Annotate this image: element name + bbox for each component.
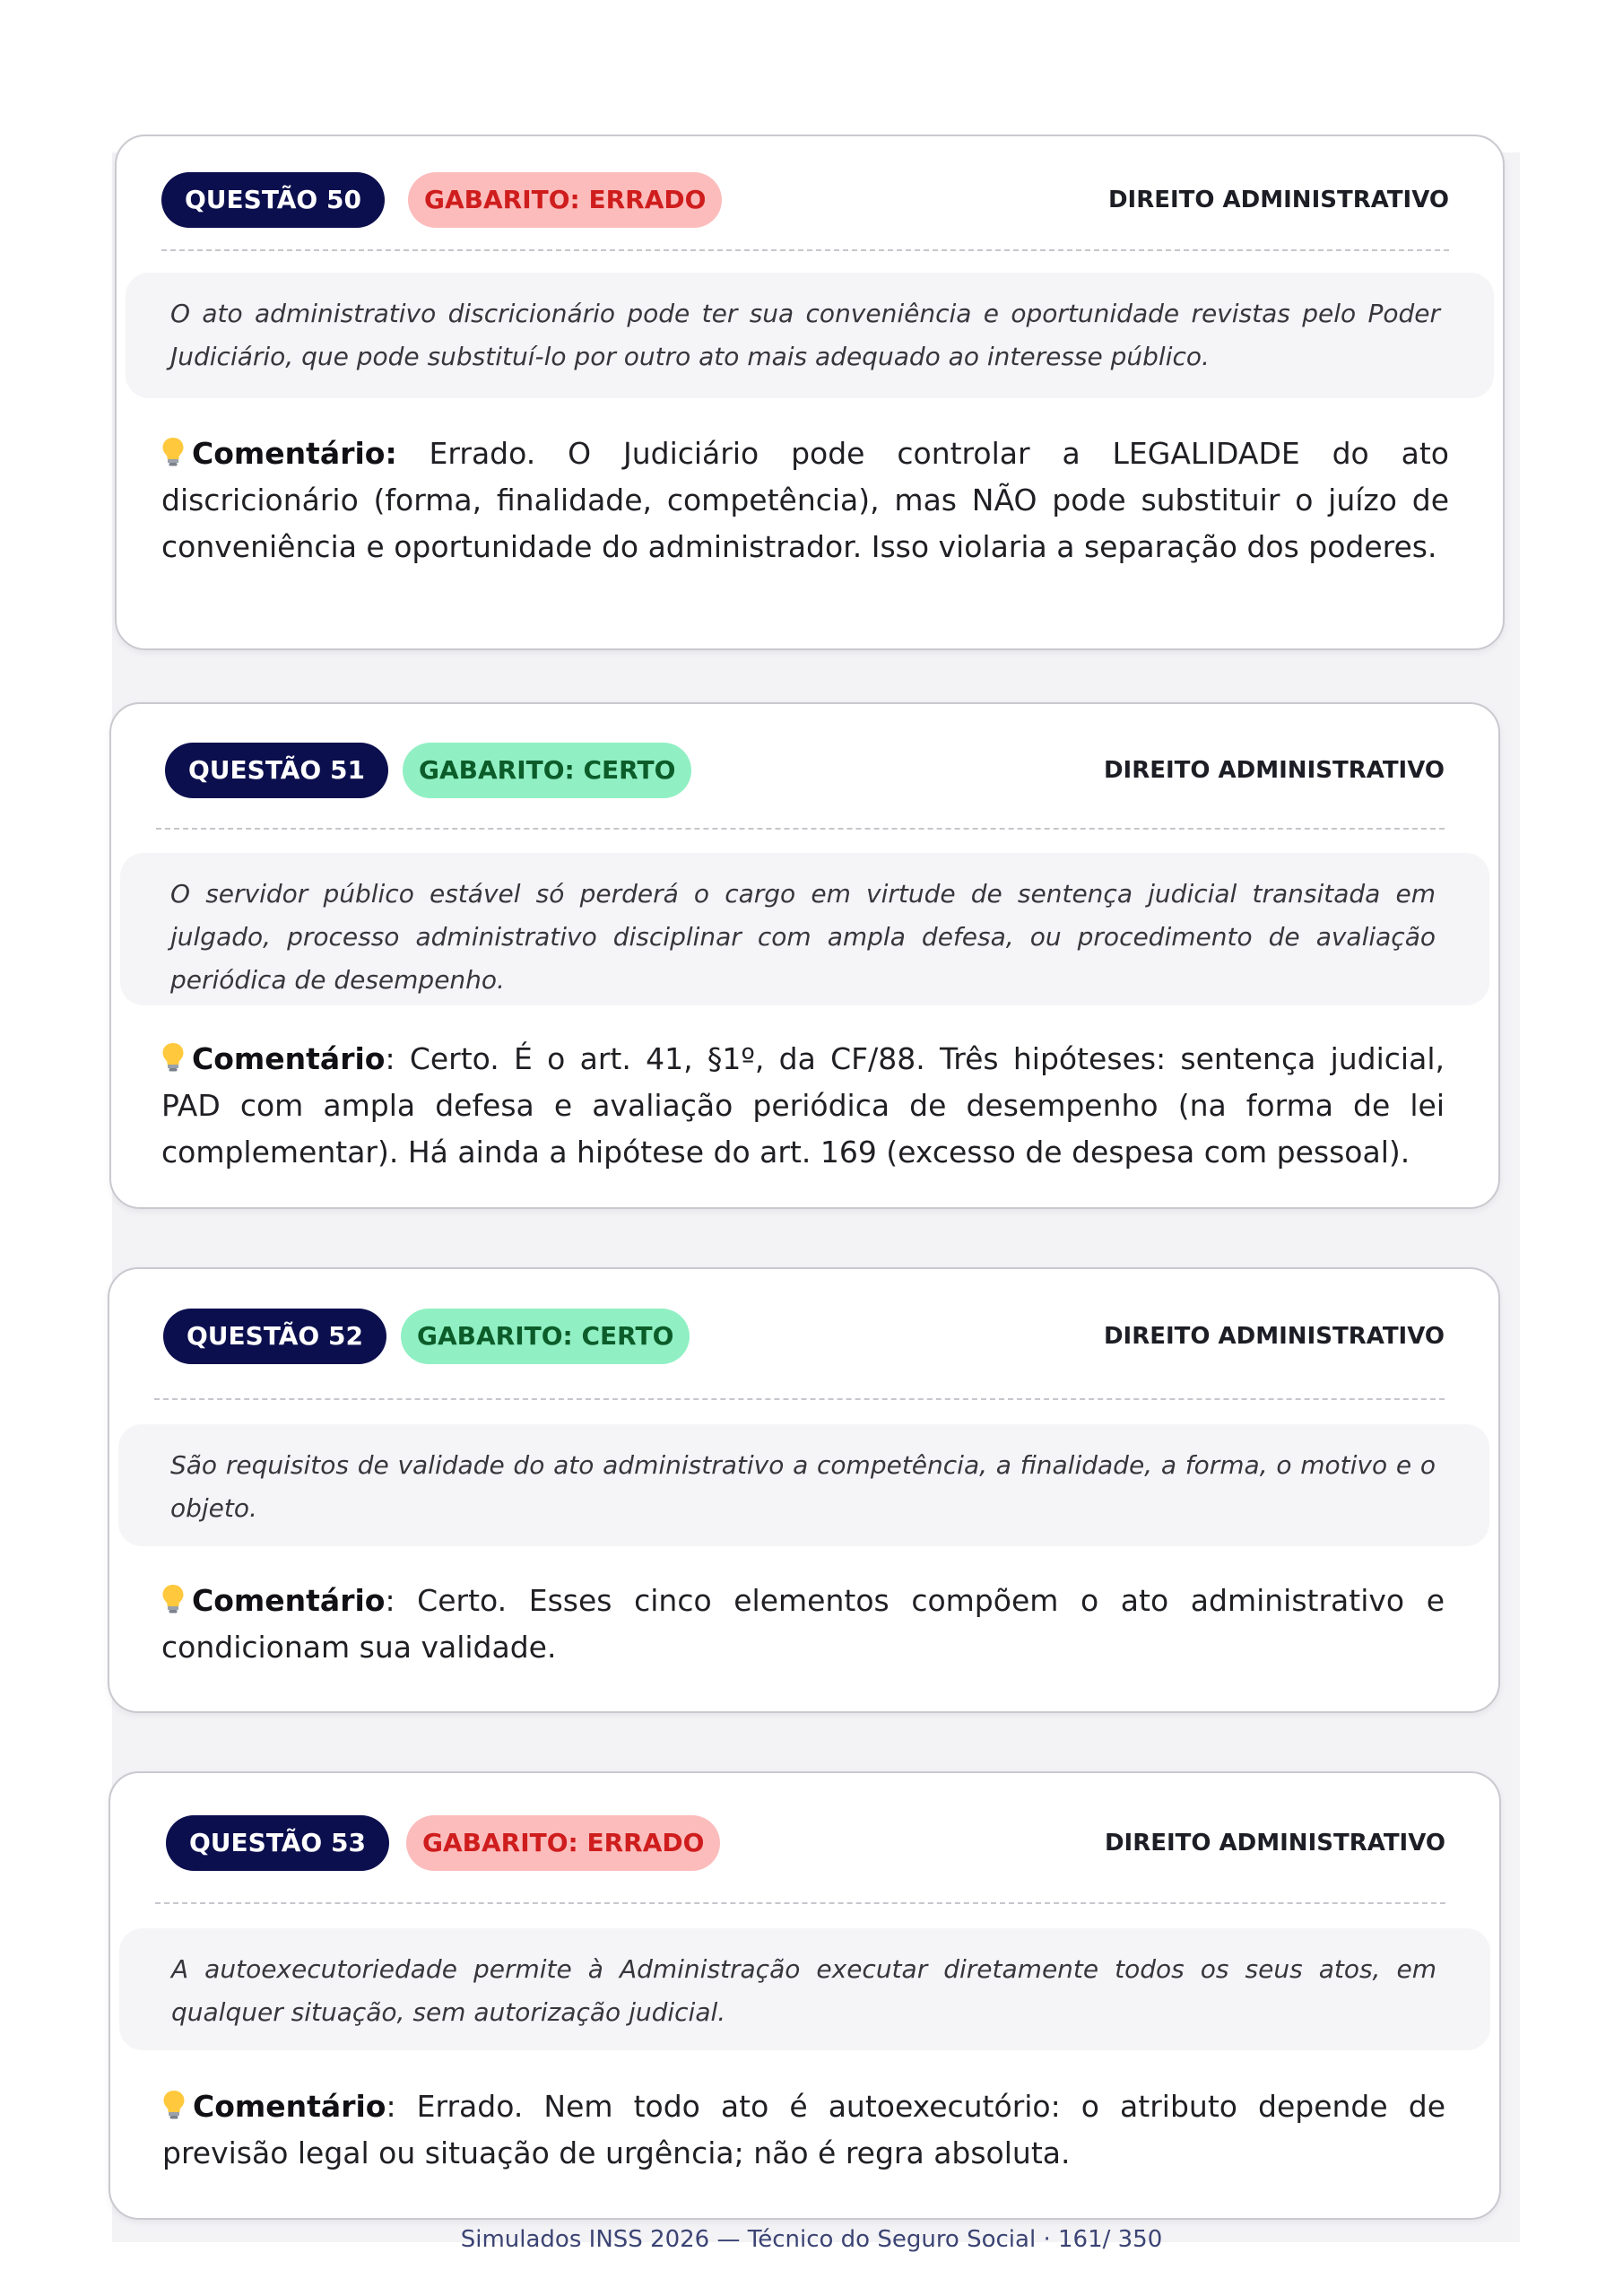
question-number-badge: QUESTÃO 51 [165, 743, 388, 798]
subject-label: DIREITO ADMINISTRATIVO [1103, 1323, 1445, 1350]
comment-label: Comentário [193, 2089, 386, 2124]
page-footer: Simulados INSS 2026 — Técnico do Seguro Social · 161/ 350 [460, 2226, 1163, 2253]
question-card-50 [115, 135, 1505, 650]
question-header [161, 172, 1449, 228]
comment [162, 2083, 1445, 2177]
comment-label: Comentário [192, 1583, 386, 1618]
answer-key-badge: GABARITO: ERRADO [408, 172, 722, 228]
question-header [165, 743, 1445, 798]
question-statement: São requisitos de validade do ato administrativo a competência, a finalidade, a forma, o motivo e o objeto. [118, 1424, 1489, 1546]
divider [154, 1398, 1445, 1400]
comment [161, 1578, 1445, 1671]
comment-label: Comentário: [192, 436, 397, 471]
question-card-53 [108, 1771, 1501, 2220]
question-number-badge: QUESTÃO 50 [161, 172, 385, 228]
question-card-51 [109, 702, 1500, 1209]
question-header [166, 1815, 1445, 1871]
question-statement: A autoexecutoriedade permite à Administração executar diretamente todos os seus atos, em qualquer situação, sem autorização judicial. [119, 1928, 1490, 2050]
comment-text: : Certo. Esses cinco elementos compõem o ato administrativo e condicionam sua validade. [161, 1583, 1445, 1665]
divider [156, 828, 1445, 830]
question-number-badge: QUESTÃO 53 [166, 1815, 389, 1871]
question-number-badge: QUESTÃO 52 [163, 1309, 386, 1364]
lightbulb-icon [161, 1042, 185, 1073]
divider [155, 1902, 1445, 1904]
subject-label: DIREITO ADMINISTRATIVO [1107, 187, 1449, 213]
comment-label: Comentário [192, 1041, 386, 1076]
lightbulb-icon [162, 2090, 186, 2120]
comment [161, 430, 1449, 570]
comment-text: : Certo. É o art. 41, §1º, da CF/88. Três hipóteses: sentença judicial, PAD com ampla defesa e avaliação periódica de desempenho (na forma de lei complementar). Há ainda a hipótese do art. 169 (excesso de despesa com pessoal). [161, 1041, 1445, 1170]
question-statement: O servidor público estável só perderá o cargo em virtude de sentença judicial transitada em julgado, processo administrativo disciplinar com ampla defesa, ou procedimento de avaliação periódica de desempenho. [120, 853, 1489, 1005]
lightbulb-icon [161, 437, 185, 467]
comment-text: Errado. O Judiciário pode controlar a LEGALIDADE do ato discricionário (forma, finalidade, competência), mas NÃO pode substituir o juízo de conveniência e oportunidade do administrador. Isso violaria a separação dos poderes. [161, 436, 1449, 564]
subject-label: DIREITO ADMINISTRATIVO [1103, 757, 1445, 784]
answer-key-badge: GABARITO: CERTO [401, 1309, 690, 1364]
question-card-52 [108, 1267, 1500, 1713]
answer-key-badge: GABARITO: ERRADO [406, 1815, 720, 1871]
question-header [163, 1309, 1445, 1364]
divider [161, 249, 1449, 251]
lightbulb-icon [161, 1584, 185, 1614]
question-statement: O ato administrativo discricionário pode ter sua conveniência e oportunidade revistas pelo Poder Judiciário, que pode substituí-lo por outro ato mais adequado ao interesse público. [126, 273, 1494, 398]
subject-label: DIREITO ADMINISTRATIVO [1104, 1830, 1445, 1857]
comment-text: : Errado. Nem todo ato é autoexecutório: o atributo depende de previsão legal ou situação de urgência; não é regra absoluta. [162, 2089, 1445, 2170]
comment [161, 1036, 1445, 1176]
answer-key-badge: GABARITO: CERTO [403, 743, 691, 798]
